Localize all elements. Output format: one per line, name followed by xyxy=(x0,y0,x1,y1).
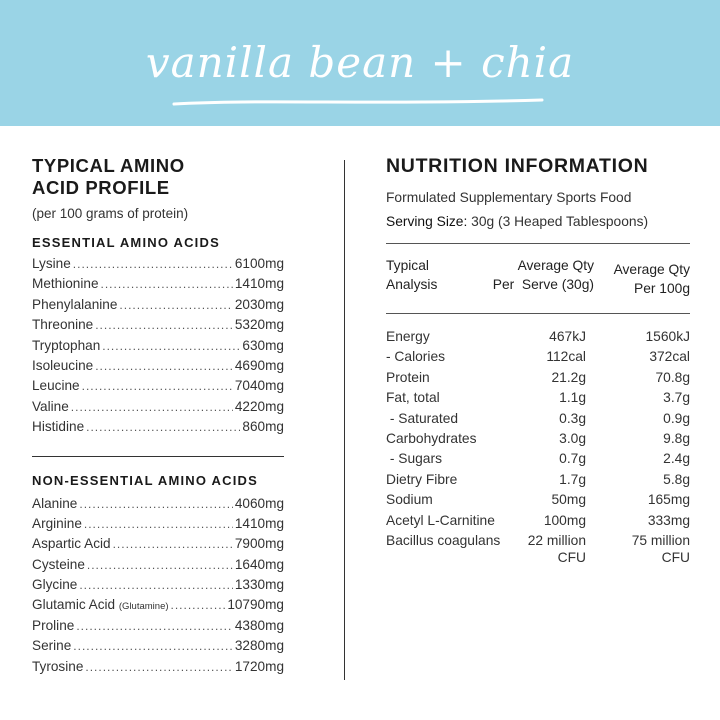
section-divider xyxy=(32,456,284,457)
table-rule-top xyxy=(386,243,690,244)
table-row: Protein 21.2g 70.8g xyxy=(386,369,690,385)
table-row: - Calories 112cal 372cal xyxy=(386,349,690,365)
amino-row: Proline ..... 4380mg xyxy=(32,618,284,638)
table-row: Energy 467kJ 1560kJ xyxy=(386,329,690,344)
header-banner xyxy=(0,0,720,126)
table-row: Dietry Fibre 1.7g 5.8g xyxy=(386,471,690,487)
table-row: - Saturated 0.3g 0.9g xyxy=(386,410,690,426)
nonessential-heading: NON-ESSENTIAL AMINO ACIDS xyxy=(32,472,258,488)
amino-row: Threonine ..... 5320mg xyxy=(32,317,284,337)
column-divider xyxy=(344,160,345,680)
amino-row: Phenylalanine ..... 2030mg xyxy=(32,297,284,317)
amino-row: Tyrosine ..... 1720mg xyxy=(32,659,284,679)
amino-row: Histidine ..... 860mg xyxy=(32,419,284,439)
amino-acid-profile xyxy=(32,155,284,679)
amino-row: Methionine ..... 1410mg xyxy=(32,276,284,296)
essential-list xyxy=(32,256,284,440)
table-row: Sodium 50mg 165mg xyxy=(386,492,690,508)
amino-row: Lysine ..... 6100mg xyxy=(32,256,284,276)
table-row: Fat, total 1.1g 3.7g xyxy=(386,390,690,406)
amino-row: Valine ..... 4220mg xyxy=(32,399,284,419)
amino-subtitle: (per 100 grams of protein) xyxy=(32,206,189,221)
product-flavour-title: vanilla bean + chia xyxy=(145,38,575,87)
amino-row: Leucine ..... 7040mg xyxy=(32,378,284,398)
amino-row: Glutamic Acid (Glutamine) ..... 10790mg xyxy=(32,597,284,617)
header-per-serve: Average Qty Per Serve (30g) xyxy=(492,258,594,292)
serving-size: Serving Size: 30g (3 Heaped Tablespoons) xyxy=(386,214,649,229)
amino-title: TYPICAL AMINO ACID PROFILE xyxy=(32,155,185,198)
amino-row: Tryptophan ..... 630mg xyxy=(32,338,284,358)
amino-row: Isoleucine ..... 4690mg xyxy=(32,358,284,378)
nonessential-list xyxy=(32,496,284,680)
amino-row: Cysteine ..... 1640mg xyxy=(32,557,284,577)
food-type: Formulated Supplementary Sports Food xyxy=(386,190,632,205)
amino-row: Glycine ..... 1330mg xyxy=(32,577,284,597)
table-row: - Sugars 0.7g 2.4g xyxy=(386,451,690,467)
nutrition-table-header xyxy=(386,256,690,298)
header-typical-analysis: Typical Analysis xyxy=(386,258,438,292)
essential-heading: ESSENTIAL AMINO ACIDS xyxy=(32,235,220,250)
amino-row: Aspartic Acid ..... 7900mg xyxy=(32,536,284,556)
nutrition-rows xyxy=(386,328,690,566)
nutrition-title: NUTRITION INFORMATION xyxy=(386,155,649,177)
nutrition-panel xyxy=(386,155,690,566)
table-row: Bacillus coagulans 22 million CFU 75 million CFU xyxy=(386,532,690,565)
amino-row: Alanine ..... 4060mg xyxy=(32,496,284,516)
table-row: Carbohydrates 3.0g 9.8g xyxy=(386,430,690,446)
brush-underline xyxy=(172,96,544,108)
header-per-100g: Average Qty Per 100g xyxy=(613,262,690,296)
table-row: Acetyl L-Carnitine 100mg 333mg xyxy=(386,512,690,528)
table-rule-header xyxy=(386,313,690,314)
glutamine-note: (Glutamine) xyxy=(118,601,169,613)
amino-row: Arginine ..... 1410mg xyxy=(32,516,284,536)
amino-row: Serine ..... 3280mg xyxy=(32,638,284,658)
